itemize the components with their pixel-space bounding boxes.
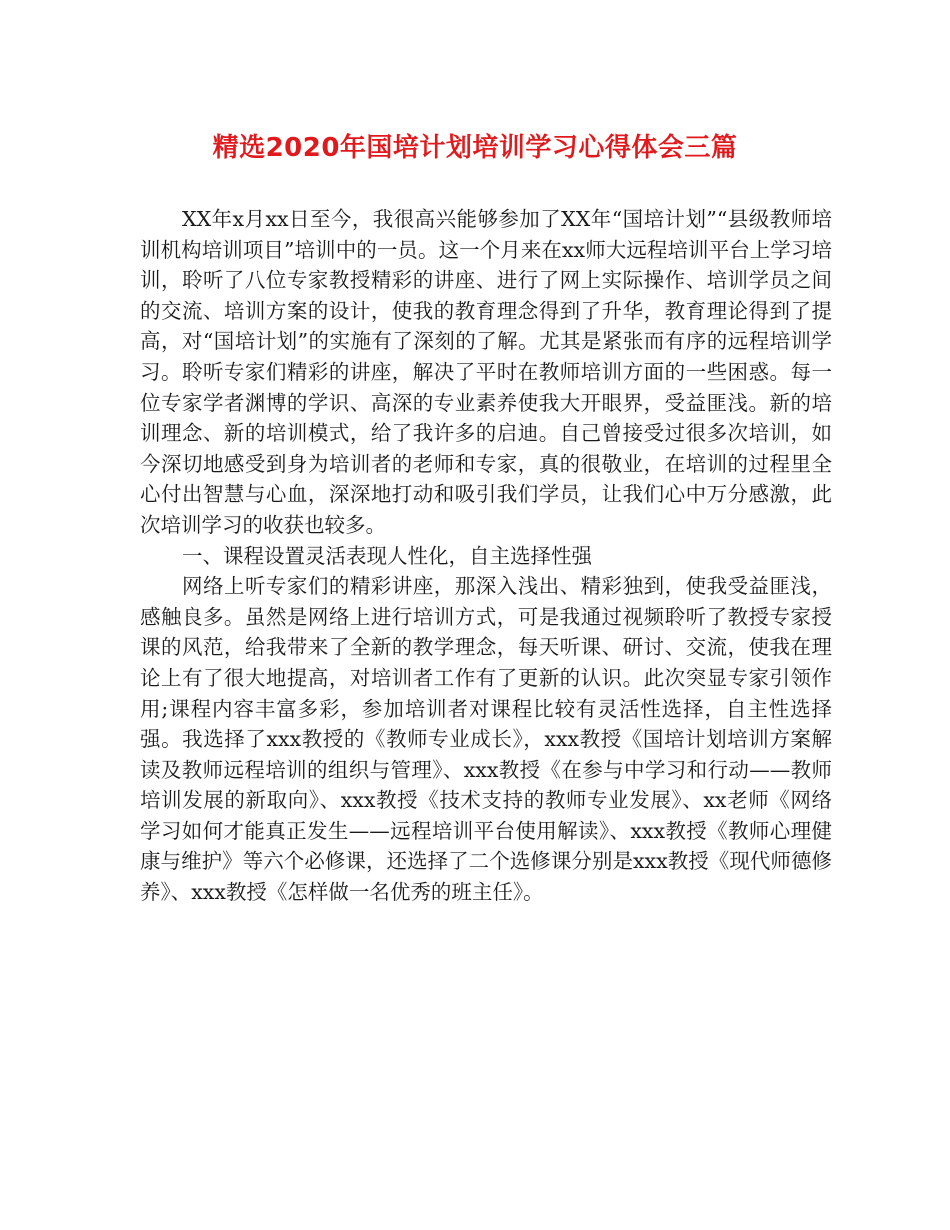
paragraph-intro: XX年x月xx日至今，我很高兴能够参加了XX年“国培计划”“县级教师培训机构培训项目”培训中的一员。这一个月来在xx师大远程培训平台上学习培训，聆听了八位专家教授精彩的讲座、进行了网上实际操作、培训学员之间的交流、培训方案的设计，使我的教育理念得到了升华，教育理论得到了提高，对“国培计划”的实施有了深刻的了解。尤其是紧张而有序的远程培训学习。聆听专家们精彩的讲座，解决了平时在教师培训方面的一些困惑。每一位专家学者渊博的学识、高深的专业素养使我大开眼界，受益匪浅。新的培训理念、新的培训模式，给了我许多的启迪。自己曾接受过很多次培训，如今深切地感受到身为培训者的老师和专家，真的很敬业，在培训的过程里全心付出智慧与心血，深深地打动和吸引我们学员，让我们心中万分感激，此次培训学习的收获也较多。: [140, 207, 832, 537]
document-body: [140, 204, 832, 908]
paragraph-courses: 网络上听专家们的精彩讲座，那深入浅出、精彩独到，使我受益匪浅，感触良多。虽然是网络上进行培训方式，可是我通过视频聆听了教授专家授课的风范，给我带来了全新的教学理念，每天听课、研讨、交流，使我在理论上有了很大地提高，对培训者工作有了更新的认识。此次突显专家引领作用;课程内容丰富多彩，参加培训者对课程比较有灵活性选择，自主性选择强。我选择了xxx教授的《教师专业成长》，xxx教授《国培计划培训方案解读及教师远程培训的组织与管理》、xxx教授《在参与中学习和行动——教师培训发展的新取向》、xxx教授《技术支持的教师专业发展》、xx老师《网络学习如何才能真正发生——远程培训平台使用解读》、xxx教授《教师心理健康与维护》等六个必修课，还选择了二个选修课分别是xxx教授《现代师德修养》、xxx教授《怎样做一名优秀的班主任》。: [140, 574, 832, 905]
section-heading: 一、课程设置灵活表现人性化，自主选择性强: [182, 543, 592, 568]
page-title: 精选2020年国培计划培训学习心得体会三篇: [212, 133, 738, 163]
